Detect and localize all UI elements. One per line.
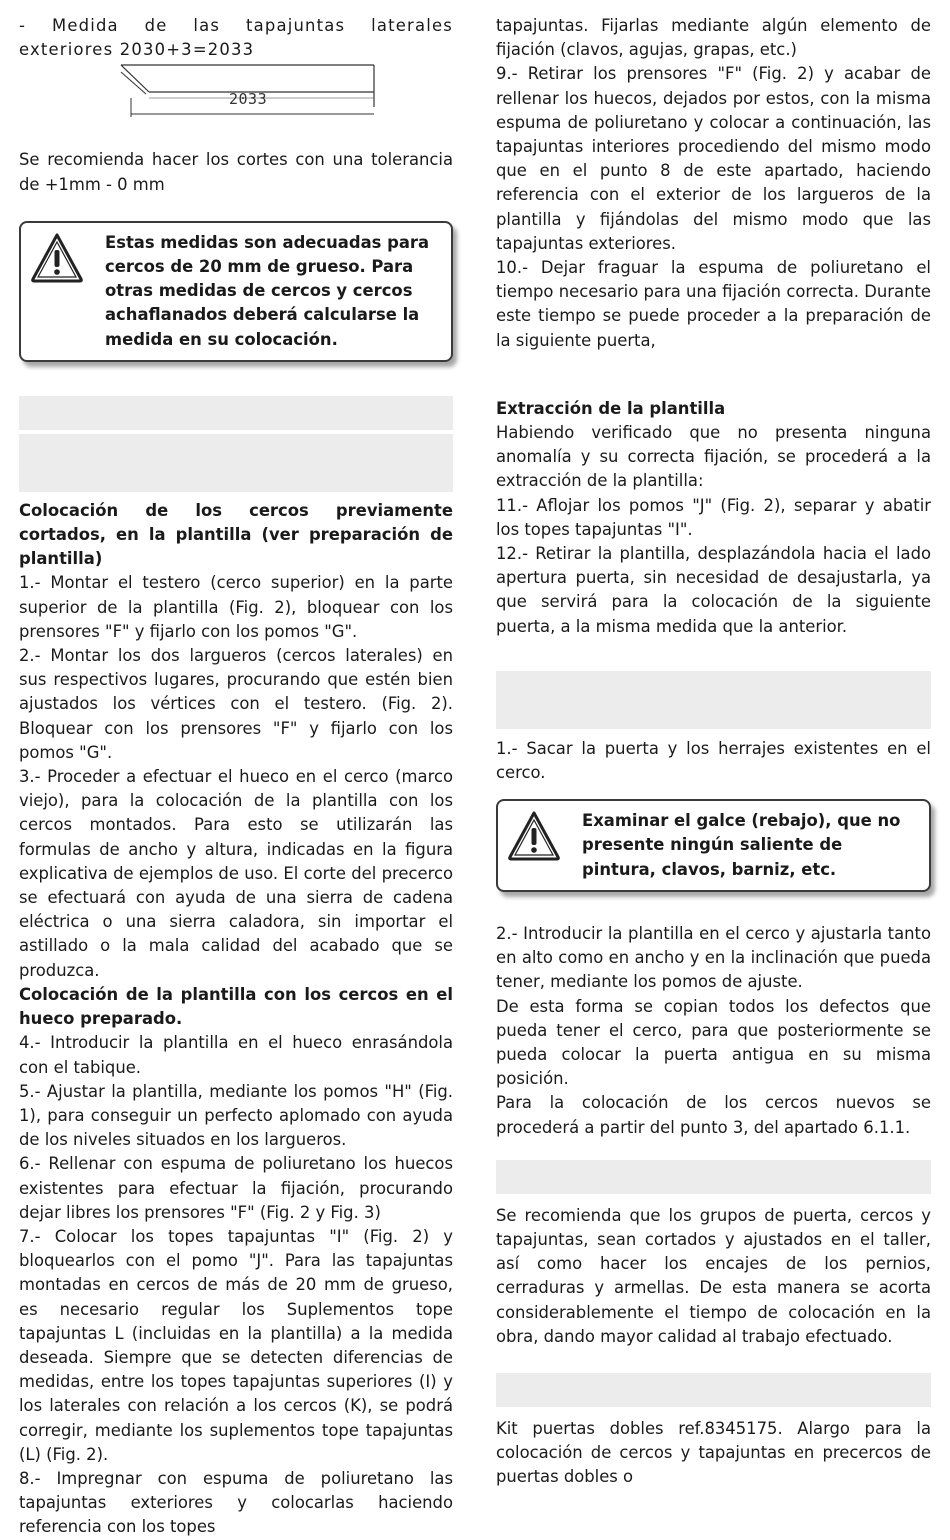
step-10: 10.- Dejar fraguar la espuma de poliuretano el tiempo necesario para una fijación correcta. Durante este tiempo se puede proceder a la preparación de la siguiente puerta, (496, 258, 931, 350)
extraccion-intro: Habiendo verificado que no presenta ninguna anomalía y su correcta fijación, se procederá a la extracción de la plantilla: (496, 423, 931, 491)
step-7: 7.- Colocar los topes tapajuntas "I" (Fig. 2) y bloquearlos con el pomo "J". Para las tapajuntas montadas en cercos de más de 20 mm de grueso, es necesario regular los Suplementos tope tapajuntas L (incluidas en la plantilla) a la medida deseada. Siempre que se detecten diferencias de medidas, entre los topes tapajuntas superiores (I) y los laterales con relación a los cercos (K), se podrá corregir, mediante los suplementos tope tapajuntas (L) (Fig. 2). (19, 1226, 453, 1464)
warning-text-2: Examinar el galce (rebajo), que no presente ningún saliente de pintura, clavos, barniz, etc. (582, 811, 901, 879)
section-band-5 (496, 1373, 931, 1407)
replace-reference: Para la colocación de los cercos nuevos se procederá a partir del punto 3, del apartado 6.1.1. (496, 1093, 931, 1137)
warning-box (19, 221, 453, 362)
section-band-1 (19, 396, 453, 430)
step-9: 9.- Retirar los prensores "F" (Fig. 2) y acabar de rellenar los huecos, dejados por estos, con la misma espuma de poliuretano y colocar a continuación, las tapajuntas interiores procediendo del mismo modo que en el punto 8 de este apartado, haciendo referencia con el exterior de los largueros de la plantilla y fijándolas del mismo modo que las tapajuntas exteriores. (496, 64, 931, 253)
step-6: 6.- Rellenar con espuma de poliuretano los huecos existentes para efectuar la fijación, procurando dejar libres los prensores "F" (Fig. 2 y Fig. 3) (19, 1154, 453, 1222)
section-band-2 (19, 434, 453, 492)
workshop-recommendation: Se recomienda que los grupos de puerta, cercos y tapajuntas, sean cortados y ajustados en el taller, así como hacer los encajes de los pernios, cerraduras y armellas. De esta manera se acorta considerablemente el tiempo de colocación en la obra, dando mayor calidad al trabajo efectuado. (496, 1205, 931, 1346)
step-1: 1.- Montar el testero (cerco superior) en la parte superior de la plantilla (Fig. 2), bloquear con los prensores "F" y fijarlo con los pomos "G". (19, 573, 453, 641)
step-2: 2.- Montar los dos largueros (cercos laterales) en sus respectivos lugares, procurando que estén bien ajustados los vértices con el testero. (Fig. 2). Bloquear con los prensores "F" y fijarlo con los pomos "G". (19, 646, 453, 762)
double-door-kit: Kit puertas dobles ref.8345175. Alargo para la colocación de cercos y tapajuntas en precercos de puertas dobles o (496, 1418, 931, 1487)
right-column (496, 14, 931, 1490)
warning-icon (21, 223, 93, 285)
step-11: 11.- Aflojar los pomos "J" (Fig. 2), separar y abatir los topes tapajuntas "I". (496, 495, 931, 539)
section-band-3 (496, 671, 931, 729)
step-12: 12.- Retirar la plantilla, desplazándola hacia el lado apertura puerta, sin necesidad de desajustarla, ya que servirá para la colocación de la siguiente puerta, a la misma medida que la anterior. (496, 544, 931, 636)
replace-step-1: 1.- Sacar la puerta y los herrajes existentes en el cerco. (496, 738, 931, 783)
step-3: 3.- Proceder a efectuar el hueco en el cerco (marco viejo), para la colocación de la plantilla con los cercos montados. Para esto se utilizarán las formulas de ancho y altura, indicadas en la figura explicativa de ejemplos de uso. El corte del precerco se efectuará con ayuda de una sierra de cadena eléctrica o una sierra caladora, sin importar el astillado o la mala calidad del acabado que se produzca. (19, 767, 453, 980)
section-band-4 (496, 1160, 931, 1194)
step-4: 4.- Introducir la plantilla en el hueco enrasándola con el tabique. (19, 1033, 453, 1077)
tolerance-text: Se recomienda hacer los cortes con una tolerancia de +1mm - 0 mm (19, 150, 453, 194)
heading-colocacion-cercos: Colocación de los cercos previamente cortados, en la plantilla (ver preparación de plantilla) (19, 500, 453, 569)
warning-icon (498, 801, 570, 863)
step-5: 5.- Ajustar la plantilla, mediante los pomos "H" (Fig. 1), para conseguir un perfecto aplomado con ayuda de los niveles situados en los largueros. (19, 1081, 453, 1150)
replace-note: De esta forma se copian todos los defectos que pueda tener el cerco, para que posteriormente se pueda colocar la puerta antigua en su misma posición. (496, 996, 931, 1089)
dimension-label: 2033 (229, 90, 268, 109)
heading-extraccion: Extracción de la plantilla (496, 398, 726, 418)
warning-text: Estas medidas son adecuadas para cercos de 20 mm de grueso. Para otras medidas de cercos y cercos achaflanados deberá calcularse la medida en su colocación. (105, 232, 430, 349)
warning-box-2 (496, 799, 931, 892)
heading-colocacion-plantilla: Colocación de la plantilla con los cercos en el hueco preparado. (19, 984, 453, 1029)
left-column (19, 14, 453, 1540)
step-8-continued: tapajuntas. Fijarlas mediante algún elemento de fijación (clavos, agujas, grapas, etc.) (496, 16, 931, 60)
replace-step-2: 2.- Introducir la plantilla en el cerco y ajustarla tanto en alto como en ancho y en la inclinación que pueda tener, mediante los pomos de ajuste. (496, 923, 931, 992)
dimension-diagram (101, 62, 453, 132)
intro-text: - Medida de las tapajuntas laterales exteriores 2030+3=2033 (19, 16, 453, 60)
step-8: 8.- Impregnar con espuma de poliuretano las tapajuntas exteriores y colocarlas haciendo referencia con los topes (19, 1468, 453, 1537)
